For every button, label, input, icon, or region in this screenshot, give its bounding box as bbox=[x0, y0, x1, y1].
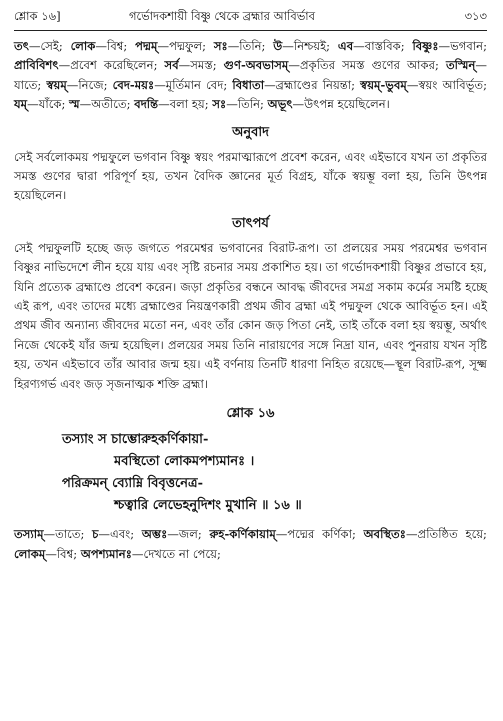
synonym-dash: — bbox=[154, 77, 166, 92]
synonym-meaning: তিনি; bbox=[239, 39, 274, 53]
synonym-dash: — bbox=[264, 77, 276, 92]
synonym-dash: — bbox=[227, 39, 240, 53]
verse-line: পরিক্রমন্ ব্যোম্নি বিবৃত্তনেত্র- bbox=[62, 476, 203, 492]
synonym-dash: — bbox=[157, 39, 170, 53]
synonym-term: গুণ-অবভাসম্ bbox=[223, 58, 289, 73]
synonym-dash: — bbox=[95, 39, 108, 53]
synonym-dash: — bbox=[167, 527, 179, 542]
synonym-term: তস্যাম্ bbox=[14, 527, 44, 542]
synonym-meaning: এবং; bbox=[110, 527, 142, 542]
header-rule bbox=[14, 30, 487, 31]
synonym-meaning: ব্রহ্মাণ্ডের নিয়ন্তা; bbox=[275, 77, 361, 92]
synonym-term: স্বয়ম্ bbox=[46, 77, 67, 92]
synonym-dash: — bbox=[27, 97, 39, 112]
purport-heading: তাৎপর্য bbox=[232, 215, 269, 231]
synonym-meaning: ভগবান; bbox=[450, 39, 487, 53]
synonym-term: প্রাবিবিশৎ bbox=[14, 58, 59, 73]
synonym-dash: — bbox=[43, 527, 56, 542]
synonym-term: রুহ-কর্ণিকায়াম্ bbox=[209, 527, 276, 542]
synonym-meaning: তিনি; bbox=[237, 97, 268, 112]
word-for-word-synonyms bbox=[14, 37, 487, 115]
verse-title: শ্লোক ১৬ bbox=[226, 406, 275, 422]
verse-reference: শ্লোক ১৬] bbox=[14, 9, 61, 23]
synonym-meaning: স্বয়ং আবির্ভূত; bbox=[418, 77, 487, 92]
synonym-term: তৎ bbox=[14, 39, 29, 53]
synonym-term: সঃ bbox=[212, 97, 227, 112]
synonym-dash: — bbox=[66, 77, 79, 92]
synonym-dash: — bbox=[131, 546, 144, 561]
synonym-meaning: উৎপন্ন হয়েছিলেন। bbox=[304, 97, 390, 112]
synonym-term: উ bbox=[273, 39, 283, 53]
synonym-dash: — bbox=[405, 527, 418, 542]
purport-text: সেই পদ্মফুলটি হচ্ছে জড় জগতে পরমেশ্বর ভগবানের বিরাট-রূপ। তা প্রলয়ের সময় পরমেশ্বর ভগবান বিষ্ণুর নাভিদেশে লীন হয়ে যায় এবং সৃষ্টি রচনার সময় প্রকাশিত হয়। তা গর্ভোদকশায়ী বিষ্ণুর প্রভাবে হয়, যিনি প্রত্যেক ব্রহ্মাণ্ডে প্রবেশ করেন। জড়া প্রকৃতির বন্ধনে আবদ্ধ জীবদের সমগ্র সকাম কর্মের সমষ্টি হচ্ছে এই রূপ, এবং তাদের মধ্যে ব্রহ্মাণ্ডের নিয়ন্ত্রণকারী প্রথম জীব ব্রহ্মা এই পদ্মফুল থেকে আবির্ভূত হন। এই প্রথম জীব অন্যান্য জীবদের মতো নন, এবং তাঁর কোন জড় পিতা নেই, তাই তাঁকে বলা হয় স্বয়ম্ভূ, অর্থাৎ নিজে থেকেই যাঁর জন্ম হয়েছিল। প্রলয়ের সময় তিনি নারায়ণের সঙ্গে নিদ্রা যান, এবং পুনরায় যখন সৃষ্টি হয়, তখন এইভাবে তাঁর আবার জন্ম হয়। এই বর্ণনায় তিনটি ধারণা নিহিত রয়েছে—স্থূল বিরাট-রূপ, সূক্ষ্ম হিরণ্যগর্ভ এবং জড় সৃজনাত্মক শক্তি ব্রহ্মা। bbox=[14, 240, 487, 391]
synonym-term: সর্ব bbox=[164, 58, 179, 73]
synonym-term: চ bbox=[92, 527, 99, 542]
synonym-meaning: বিশ্ব; bbox=[56, 546, 81, 561]
synonym-meaning: যাঁকে; bbox=[38, 97, 70, 112]
verse-line: মবস্থিতো লোকমপশ্যমানঃ । bbox=[114, 454, 255, 470]
synonym-term: লোক bbox=[70, 39, 96, 53]
running-header bbox=[14, 0, 487, 30]
synonym-term: যম্ bbox=[14, 97, 28, 112]
verse-synonyms bbox=[14, 525, 487, 564]
verse-line: শ্চত্বারি লেভেহনুদিশং মুখানি ॥ ১৬ ॥ bbox=[114, 498, 302, 514]
synonym-dash: — bbox=[288, 58, 300, 73]
synonym-term: অভূৎ bbox=[267, 97, 293, 112]
synonym-meaning: দেখতে না পেয়ে; bbox=[143, 546, 221, 561]
synonym-dash: — bbox=[353, 39, 365, 53]
verse-line: তস্যাং স চাম্ভোরুহকর্ণিকায়া- bbox=[62, 432, 209, 448]
synonym-dash: — bbox=[45, 546, 57, 561]
synonym-term: অবস্থিতঃ bbox=[363, 527, 406, 542]
synonym-term: বেদ-ময়ঃ bbox=[112, 77, 155, 92]
synonym-meaning: যাতে; bbox=[14, 77, 47, 92]
synonym-meaning: সেই; bbox=[40, 39, 71, 53]
synonym-term: সঃ bbox=[213, 39, 228, 53]
synonym-term: বদন্তি bbox=[134, 97, 159, 112]
synonym-dash: — bbox=[282, 39, 294, 53]
synonym-meaning: মূর্তিমান বেদ; bbox=[165, 77, 233, 92]
synonym-meaning: বলা হয়; bbox=[169, 97, 213, 112]
synonym-meaning: পদ্মফুল; bbox=[169, 39, 214, 53]
synonym-meaning: প্রতিষ্ঠিত হয়ে; bbox=[417, 527, 487, 542]
synonym-meaning: অতীতে; bbox=[91, 97, 135, 112]
synonym-meaning: প্রকৃতির সমস্ত গুণের আকর; bbox=[299, 58, 446, 73]
synonym-meaning: বিশ্ব; bbox=[107, 39, 136, 53]
synonym-term: এব bbox=[337, 39, 354, 53]
synonym-meaning: জল; bbox=[178, 527, 210, 542]
synonym-term: স্বয়ম্-ভুবম্ bbox=[360, 77, 407, 92]
synonym-dash: — bbox=[438, 39, 451, 53]
synonym-term: বিধাতা bbox=[232, 77, 265, 92]
synonym-dash: — bbox=[178, 58, 191, 73]
synonym-term: তস্মিন্ bbox=[445, 58, 476, 73]
translation-heading: অনুবাদ bbox=[232, 124, 269, 140]
synonym-meaning: তাতে; bbox=[55, 527, 93, 542]
synonym-meaning: বাস্তবিক; bbox=[364, 39, 413, 53]
synonym-meaning: পদ্মের কর্ণিকা; bbox=[287, 527, 364, 542]
synonym-dash: — bbox=[58, 58, 71, 73]
synonym-meaning: নিজে; bbox=[78, 77, 113, 92]
synonym-dash: — bbox=[475, 58, 487, 73]
synonym-dash: — bbox=[98, 527, 110, 542]
synonym-dash: — bbox=[226, 97, 238, 112]
synonym-term: পদ্মম্ bbox=[135, 39, 158, 53]
page-number: ৩১৩ bbox=[464, 9, 487, 23]
synonym-term: লোকম্ bbox=[14, 546, 46, 561]
synonym-dash: — bbox=[28, 39, 41, 53]
chapter-title: গর্ভোদকশায়ী বিষ্ণু থেকে ব্রহ্মার আবির্ভাব bbox=[129, 9, 316, 23]
synonym-dash: — bbox=[292, 97, 305, 112]
translation-text: সেই সর্বলোকময় পদ্মফুলে ভগবান বিষ্ণু স্বয়ং পরমাত্মারূপে প্রবেশ করেন, এবং এইভাবে যখন তা প্রকৃতির সমস্ত গুণের দ্বারা পরিপূর্ণ হয়, তখন বৈদিক জ্ঞানের মূর্ত বিগ্রহ, যাঁকে স্বয়ম্ভূ বলা হয়, তিনি উৎপন্ন হয়েছিলেন। bbox=[14, 149, 487, 203]
synonym-term: অম্ভঃ bbox=[141, 527, 168, 542]
synonym-meaning: নিশ্চয়ই; bbox=[293, 39, 338, 53]
synonym-dash: — bbox=[158, 97, 170, 112]
sanskrit-verse bbox=[14, 429, 487, 517]
synonym-dash: — bbox=[275, 527, 288, 542]
synonym-dash: — bbox=[406, 77, 419, 92]
synonym-term: অপশ্যমানঃ bbox=[80, 546, 132, 561]
synonym-meaning: সমস্ত; bbox=[190, 58, 224, 73]
synonym-term: স্ম bbox=[69, 97, 80, 112]
synonym-term: বিষ্ণুঃ bbox=[412, 39, 439, 53]
synonym-meaning: প্রবেশ করেছিলেন; bbox=[70, 58, 165, 73]
synonym-dash: — bbox=[79, 97, 92, 112]
